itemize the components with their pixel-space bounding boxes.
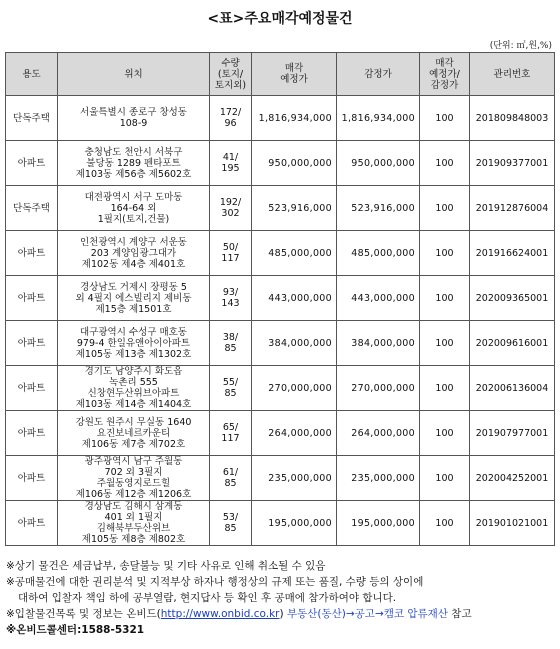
cell-sale-price: 523,916,000 [252, 186, 337, 231]
cell-quantity: 65/ 117 [210, 411, 252, 456]
cell-quantity: 172/ 96 [210, 96, 252, 141]
cell-use: 아파트 [6, 276, 58, 321]
cell-mgmt-no: 202006136004 [470, 366, 555, 411]
cell-ratio: 100 [420, 366, 470, 411]
cell-quantity: 93/ 143 [210, 276, 252, 321]
cell-appraisal: 485,000,000 [337, 231, 420, 276]
cell-ratio: 100 [420, 411, 470, 456]
table-row [6, 321, 555, 366]
note-onbid-prefix: ※입찰물건목록 및 정보는 온비드( [6, 608, 161, 620]
notes-section [6, 558, 554, 638]
cell-quantity: 53/ 85 [210, 501, 252, 546]
note-liability: ※공매물건에 대한 권리분석 및 지적부상 하자나 행정상의 규제 또는 품질, 수량 등의 상이에 [6, 576, 424, 588]
unit-label: (단위: ㎡,원,%) [489, 41, 552, 51]
cell-quantity: 61/ 85 [210, 456, 252, 501]
cell-sale-price: 235,000,000 [252, 456, 337, 501]
note-callcenter: ※온비드콜센터:1588-5321 [6, 624, 145, 636]
cell-sale-price: 195,000,000 [252, 501, 337, 546]
note-onbid-close: ) [279, 608, 284, 620]
table-row [6, 411, 555, 456]
cell-location: 충청남도 천안시 서북구 불당동 1289 펜타포트 제103동 제56층 제5602호 [58, 141, 210, 186]
cell-location: 광주광역시 남구 주월동 702 외 3필지 주월동영지로드힐 제106동 제12층 제1206호 [58, 456, 210, 501]
cell-location: 경기도 남양주시 화도읍 녹촌리 555 신창현두산위브아파트 제103동 제14층 제1404호 [58, 366, 210, 411]
cell-mgmt-no: 201901021001 [470, 501, 555, 546]
table-row [6, 141, 555, 186]
column-header: 수량 (토지/ 토지외) [210, 53, 252, 96]
note-onbid-path: 부동산(동산)→공고→캠코 압류재산 [286, 608, 448, 620]
table-row [6, 501, 555, 546]
cell-sale-price: 270,000,000 [252, 366, 337, 411]
table-row [6, 96, 555, 141]
cell-use: 아파트 [6, 321, 58, 366]
cell-location: 인천광역시 계양구 서운동 203 계양임광그대가 제102동 제4층 제401호 [58, 231, 210, 276]
cell-quantity: 38/ 85 [210, 321, 252, 366]
cell-appraisal: 264,000,000 [337, 411, 420, 456]
cell-sale-price: 485,000,000 [252, 231, 337, 276]
cell-location: 경상남도 김해시 삼계동 401 외 1필지 김해북부두산위브 제105동 제8층 제802호 [58, 501, 210, 546]
table-row [6, 366, 555, 411]
note-liability-cont: 대하여 입찰자 책임 하에 공부열람, 현지답사 등 확인 후 공매에 참가하여야 합니다. [18, 592, 397, 604]
onbid-link[interactable]: http://www.onbid.co.kr [160, 608, 280, 620]
cell-use: 아파트 [6, 456, 58, 501]
table-row [6, 231, 555, 276]
cell-quantity: 55/ 85 [210, 366, 252, 411]
cell-sale-price: 384,000,000 [252, 321, 337, 366]
cell-appraisal: 235,000,000 [337, 456, 420, 501]
cell-appraisal: 195,000,000 [337, 501, 420, 546]
table-row [6, 276, 555, 321]
cell-appraisal: 523,916,000 [337, 186, 420, 231]
cell-mgmt-no: 201912876004 [470, 186, 555, 231]
cell-use: 아파트 [6, 141, 58, 186]
column-header: 매각 예정가 [252, 53, 337, 96]
cell-mgmt-no: 201909377001 [470, 141, 555, 186]
cell-sale-price: 950,000,000 [252, 141, 337, 186]
note-cancel: ※상기 물건은 세금납부, 송달불능 및 기타 사유로 인해 취소될 수 있음 [6, 560, 326, 572]
column-header: 관리번호 [470, 53, 555, 96]
cell-ratio: 100 [420, 186, 470, 231]
cell-quantity: 192/ 302 [210, 186, 252, 231]
cell-ratio: 100 [420, 231, 470, 276]
table-row [6, 186, 555, 231]
cell-ratio: 100 [420, 321, 470, 366]
column-header: 매각 예정가/ 감정가 [420, 53, 470, 96]
cell-appraisal: 443,000,000 [337, 276, 420, 321]
cell-quantity: 50/ 117 [210, 231, 252, 276]
cell-use: 아파트 [6, 366, 58, 411]
column-header: 용도 [6, 53, 58, 96]
cell-appraisal: 950,000,000 [337, 141, 420, 186]
note-onbid [6, 606, 554, 622]
cell-mgmt-no: 201907977001 [470, 411, 555, 456]
cell-mgmt-no: 201916624001 [470, 231, 555, 276]
table-header-row [6, 53, 555, 96]
table-row [6, 456, 555, 501]
cell-mgmt-no: 202009365001 [470, 276, 555, 321]
cell-mgmt-no: 201809848003 [470, 96, 555, 141]
cell-use: 아파트 [6, 501, 58, 546]
cell-location: 대전광역시 서구 도마동 164-64 외 1필지(토지,건물) [58, 186, 210, 231]
cell-sale-price: 1,816,934,000 [252, 96, 337, 141]
page-title: <표>주요매각예정물건 [207, 11, 353, 27]
cell-location: 경상남도 거제시 장평동 5 외 4필지 에스빌리지 제비동 제15층 제1501호 [58, 276, 210, 321]
cell-location: 서울특별시 종로구 창성동 108-9 [58, 96, 210, 141]
cell-appraisal: 1,816,934,000 [337, 96, 420, 141]
cell-ratio: 100 [420, 141, 470, 186]
cell-ratio: 100 [420, 276, 470, 321]
cell-ratio: 100 [420, 96, 470, 141]
cell-mgmt-no: 202004252001 [470, 456, 555, 501]
cell-mgmt-no: 202009616001 [470, 321, 555, 366]
note-onbid-suffix: 참고 [451, 608, 472, 620]
property-table [5, 52, 555, 546]
cell-sale-price: 264,000,000 [252, 411, 337, 456]
cell-use: 단독주택 [6, 186, 58, 231]
table-body [6, 96, 555, 546]
cell-quantity: 41/ 195 [210, 141, 252, 186]
column-header: 위치 [58, 53, 210, 96]
cell-sale-price: 443,000,000 [252, 276, 337, 321]
column-header: 감정가 [337, 53, 420, 96]
cell-ratio: 100 [420, 456, 470, 501]
cell-location: 강원도 원주시 무실동 1640 요진보네르카운티 제106동 제7층 제702호 [58, 411, 210, 456]
cell-appraisal: 270,000,000 [337, 366, 420, 411]
cell-location: 대구광역시 수성구 매호동 979-4 한일유앤아이아파트 제105동 제13층 제1302호 [58, 321, 210, 366]
cell-appraisal: 384,000,000 [337, 321, 420, 366]
cell-use: 아파트 [6, 411, 58, 456]
cell-use: 단독주택 [6, 96, 58, 141]
cell-use: 아파트 [6, 231, 58, 276]
cell-ratio: 100 [420, 501, 470, 546]
